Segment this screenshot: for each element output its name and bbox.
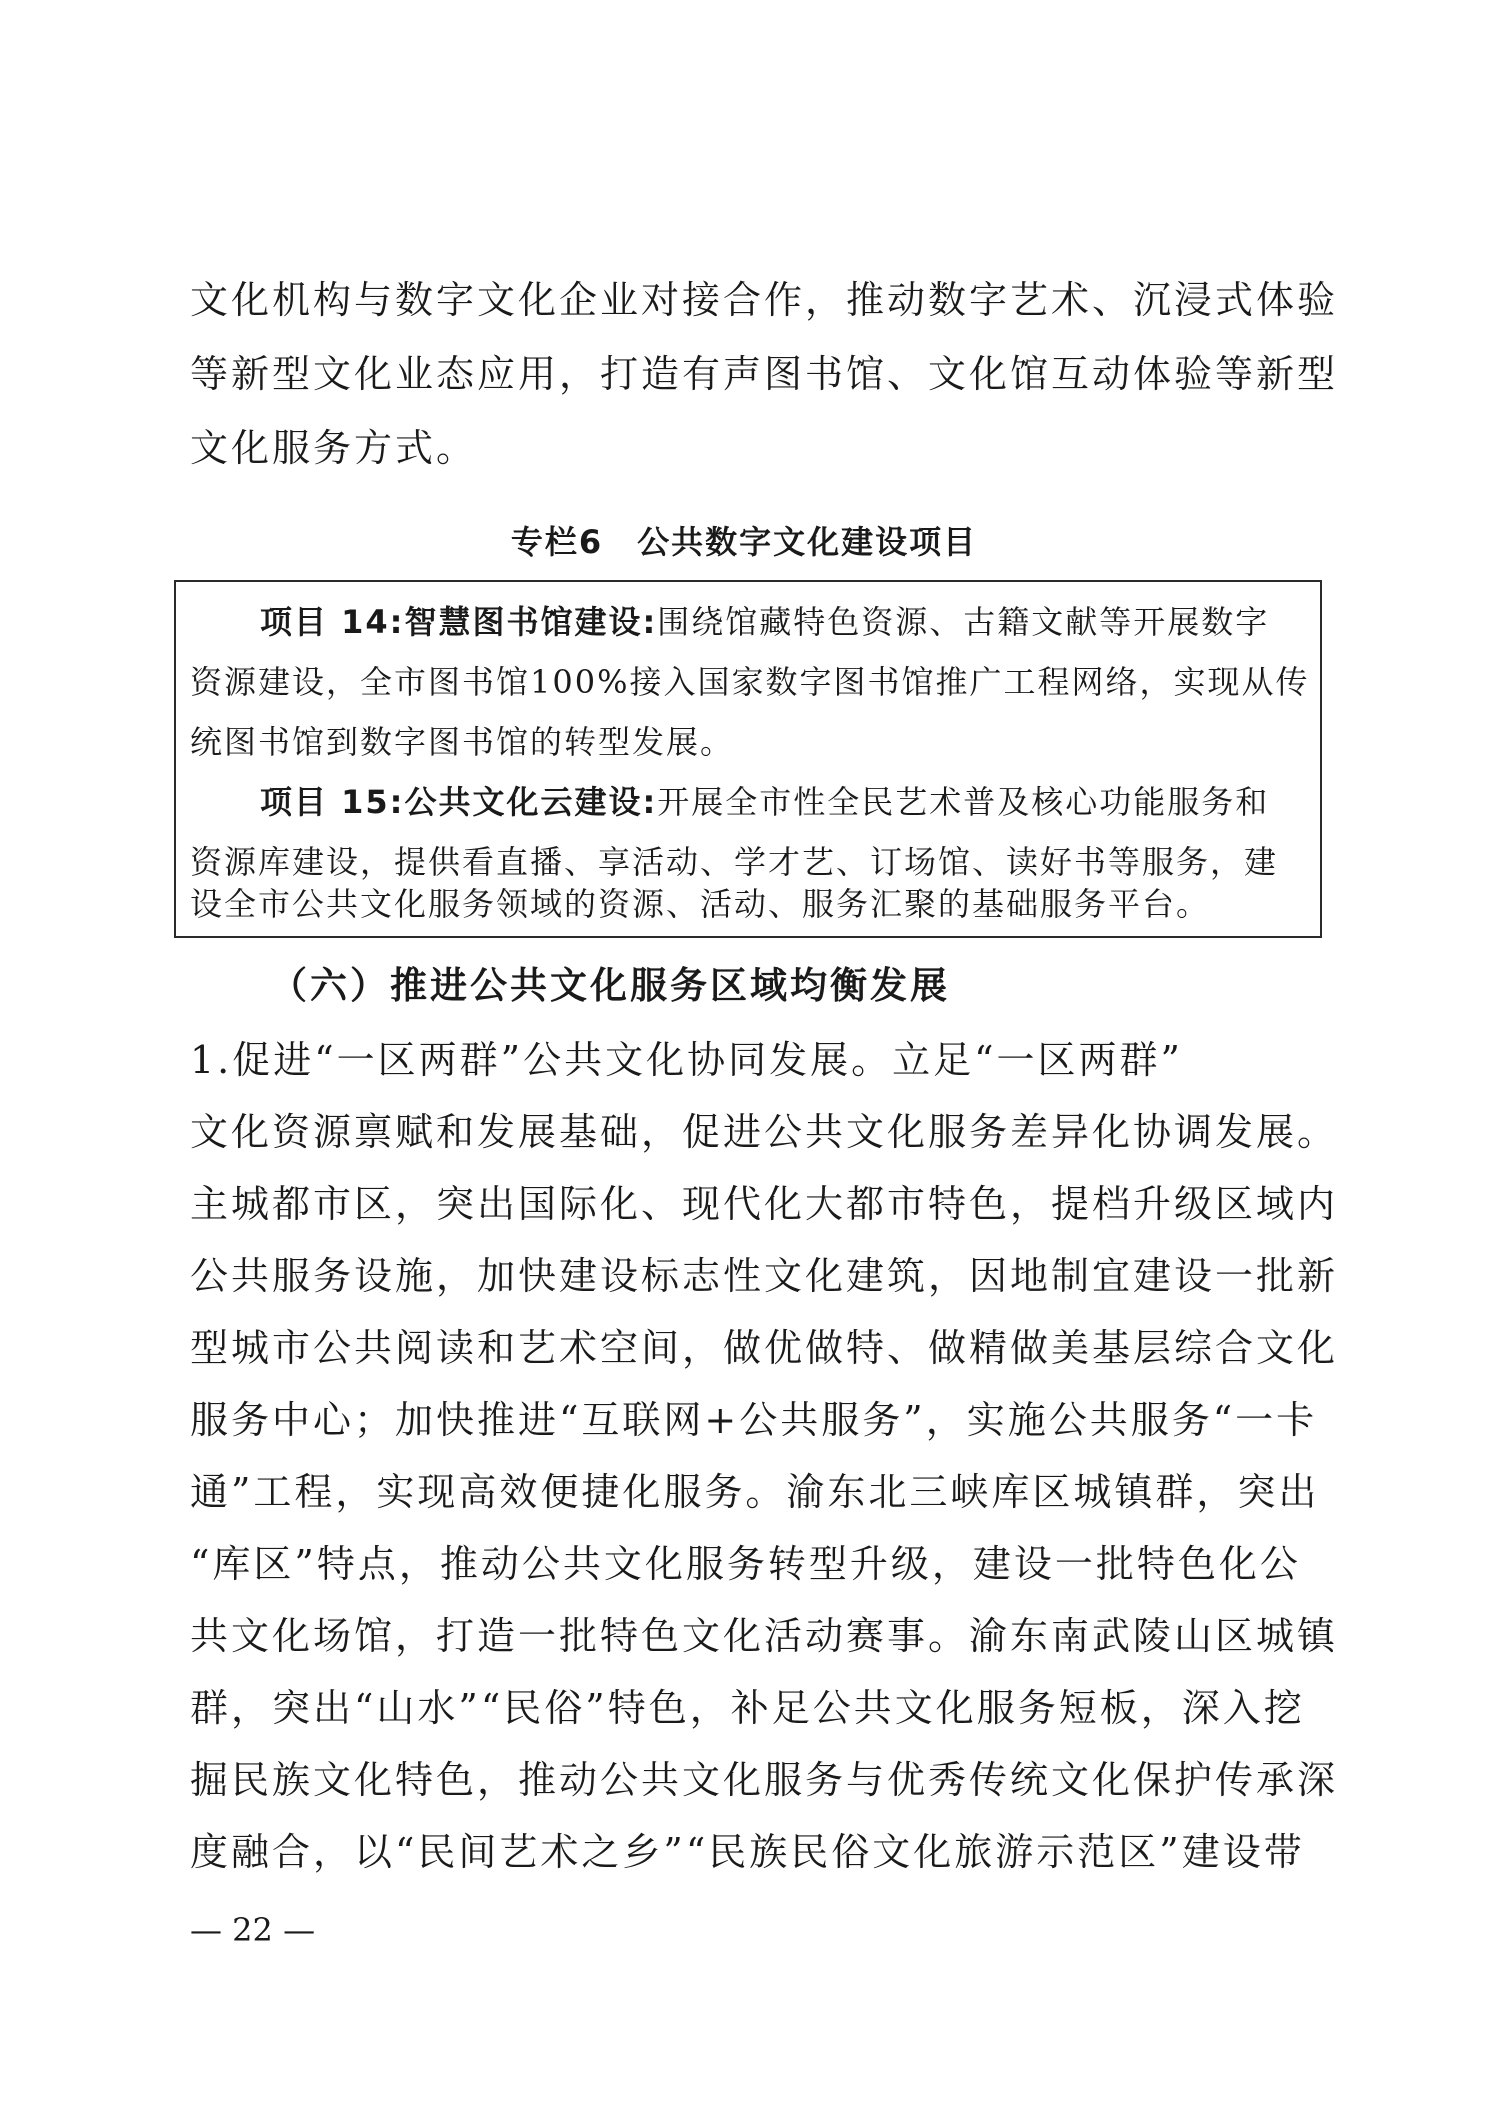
body-line-11: 掘民族文化特色，推动公共文化服务与优秀传统文化保护传承深 (190, 1758, 1339, 1802)
project-14-line-3: 统图书馆到数字图书馆的转型发展。 (190, 723, 735, 761)
intro-line-3: 文化服务方式。 (190, 426, 478, 470)
project-14-first-line (190, 600, 1310, 644)
body-line-9: 共文化场馆，打造一批特色文化活动赛事。渝东南武陵山区城镇 (190, 1614, 1339, 1658)
project-15-line-2: 资源库建设，提供看直播、享活动、学才艺、订场馆、读好书等服务，建 (190, 843, 1279, 881)
section-heading: （六）推进公共文化服务区域均衡发展 (270, 964, 950, 1007)
body-line-8: “库区”特点，推动公共文化服务转型升级，建设一批特色化公 (190, 1542, 1301, 1586)
body-line-4: 公共服务设施，加快建设标志性文化建筑，因地制宜建设一批新 (190, 1254, 1339, 1298)
body-line-7: 通”工程，实现高效便捷化服务。渝东北三峡库区城镇群，突出 (190, 1470, 1320, 1514)
column-box (174, 580, 1322, 938)
project-14-label: 项目 14:智慧图书馆建设: (260, 603, 658, 641)
body-line-6: 服务中心；加快推进“互联网+公共服务”，实施公共服务“一卡 (190, 1398, 1318, 1442)
body-line-5: 型城市公共阅读和艺术空间，做优做特、做精做美基层综合文化 (190, 1326, 1339, 1370)
body-line-3: 主城都市区，突出国际化、现代化大都市特色，提档升级区域内 (190, 1182, 1339, 1226)
project-15-text: 开展全市性全民艺术普及核心功能服务和 (657, 783, 1270, 821)
body-line-10: 群，突出“山水”“民俗”特色，补足公共文化服务短板，深入挖 (190, 1686, 1305, 1730)
body-line-12: 度融合，以“民间艺术之乡”“民族民俗文化旅游示范区”建设带 (190, 1830, 1305, 1874)
project-14-line-2: 资源建设，全市图书馆100%接入国家数字图书馆推广工程网络，实现从传 (190, 663, 1310, 701)
project-14-text: 围绕馆藏特色资源、古籍文献等开展数字 (657, 603, 1270, 641)
project-15-first-line (190, 780, 1310, 824)
body-line-2: 文化资源禀赋和发展基础，促进公共文化服务差异化协调发展。 (190, 1110, 1339, 1154)
project-15-line-3: 设全市公共文化服务领域的资源、活动、服务汇聚的基础服务平台。 (190, 885, 1211, 923)
column-title: 专栏6 公共数字文化建设项目 (510, 523, 978, 561)
intro-line-2: 等新型文化业态应用，打造有声图书馆、文化馆互动体验等新型 (190, 352, 1339, 396)
page-number: — 22 — (190, 1911, 316, 1949)
project-15-label: 项目 15:公共文化云建设: (260, 783, 658, 821)
intro-line-1: 文化机构与数字文化企业对接合作，推动数字艺术、沉浸式体验 (190, 278, 1339, 322)
body-line-1: 1.促进“一区两群”公共文化协同发展。立足“一区两群” (190, 1038, 1183, 1082)
